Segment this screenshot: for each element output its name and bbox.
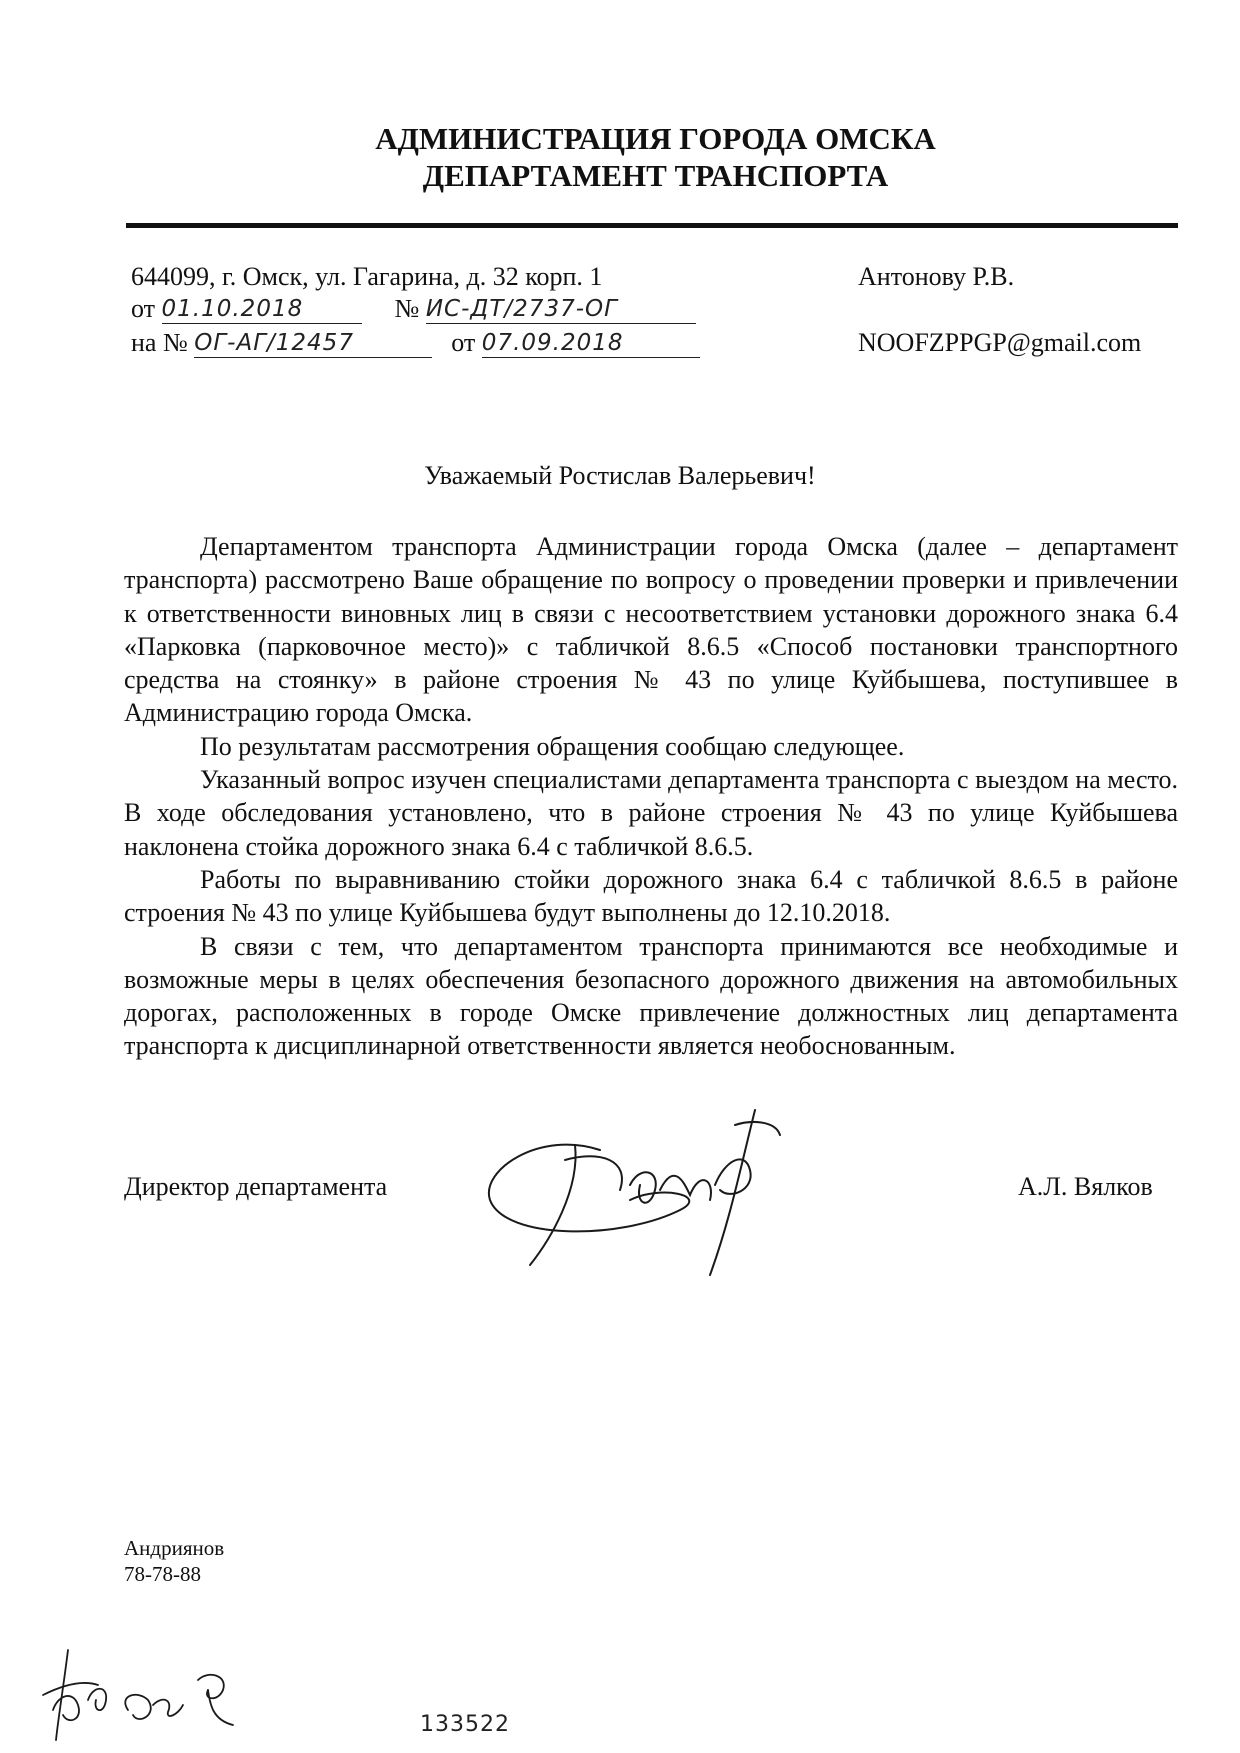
body-paragraph: По результатам рассмотрения обращения сообщаю следующее. xyxy=(200,731,905,761)
body-paragraph: В связи с тем, что департаментом транспорта принимаются все необходимые и возможные меры в целях обеспечения безопасного дорожного движения на автомобильных дорогах, расположенных в городе Омске привлечение должностных лиц департамента транспорта к дисциплинарной ответственности является необоснованным. xyxy=(124,931,1178,1061)
salutation: Уважаемый Ростислав Валерьевич! xyxy=(424,461,816,490)
reply-from-label: от xyxy=(451,328,476,357)
recipient-name: Антонову Р.В. xyxy=(858,262,1015,291)
recipient-email: NOOFZPPGP@gmail.com xyxy=(858,328,1142,357)
outgoing-requisites xyxy=(131,293,696,324)
body-paragraph: Указанный вопрос изучен специалистами департамента транспорта с выездом на место. В ходе обследования установлено, что в районе строения № 43 по улице Куйбышева наклонена стойка дорожного знака 6.4 с табличкой 8.6.5. xyxy=(124,765,1178,861)
reply-date-field xyxy=(482,327,700,358)
sender-address: 644099, г. Омск, ул. Гагарина, д. 32 корп. 1 xyxy=(131,262,603,291)
executor-name: Андриянов xyxy=(124,1536,225,1560)
signatory-name: А.Л. Вялков xyxy=(1018,1172,1153,1201)
executor-phone: 78-78-88 xyxy=(124,1562,201,1586)
from-date-field xyxy=(162,293,362,324)
outgoing-number-field xyxy=(426,293,696,324)
outgoing-number: ИС-ДТ/2737-ОГ xyxy=(425,296,618,322)
number-label: № xyxy=(394,294,420,323)
header-rule xyxy=(126,223,1178,228)
reply-number: ОГ-АГ/12457 xyxy=(194,330,354,356)
org-title: АДМИНИСТРАЦИЯ ГОРОДА ОМСКА xyxy=(375,121,936,156)
reply-date: 07.09.2018 xyxy=(481,330,624,356)
from-date: 01.10.2018 xyxy=(161,296,304,322)
from-label: от xyxy=(131,294,156,323)
body-paragraph: Работы по выравниванию стойки дорожного знака 6.4 с табличкой 8.6.5 в районе строения № 43 по улице Куйбышева будут выполнены до 12.10.2018. xyxy=(124,864,1178,928)
signatory-position: Директор департамента xyxy=(124,1172,388,1201)
handwritten-signature xyxy=(480,1090,800,1280)
registration-number: 133522 xyxy=(420,1712,510,1737)
body-paragraph: Департаментом транспорта Администрации города Омска (далее – департамент транспорта) рассмотрено Ваше обращение по вопросу о проведении проверки и привлечении к ответственности виновных лиц в связи с несоответствием установки дорожного знака 6.4 «Парковка (парковочное место)» с табличкой 8.6.5 «Способ постановки транспортного средства на стоянку» в районе строения № 43 по улице Куйбышева, поступившее в Администрацию города Омска. xyxy=(124,532,1178,728)
reply-label: на № xyxy=(131,328,188,357)
department-title: ДЕПАРТАМЕНТ ТРАНСПОРТА xyxy=(422,158,889,193)
letter-body xyxy=(124,530,1178,1063)
handwritten-initials xyxy=(38,1640,248,1750)
reply-requisites xyxy=(131,327,700,358)
reply-number-field xyxy=(194,327,432,358)
